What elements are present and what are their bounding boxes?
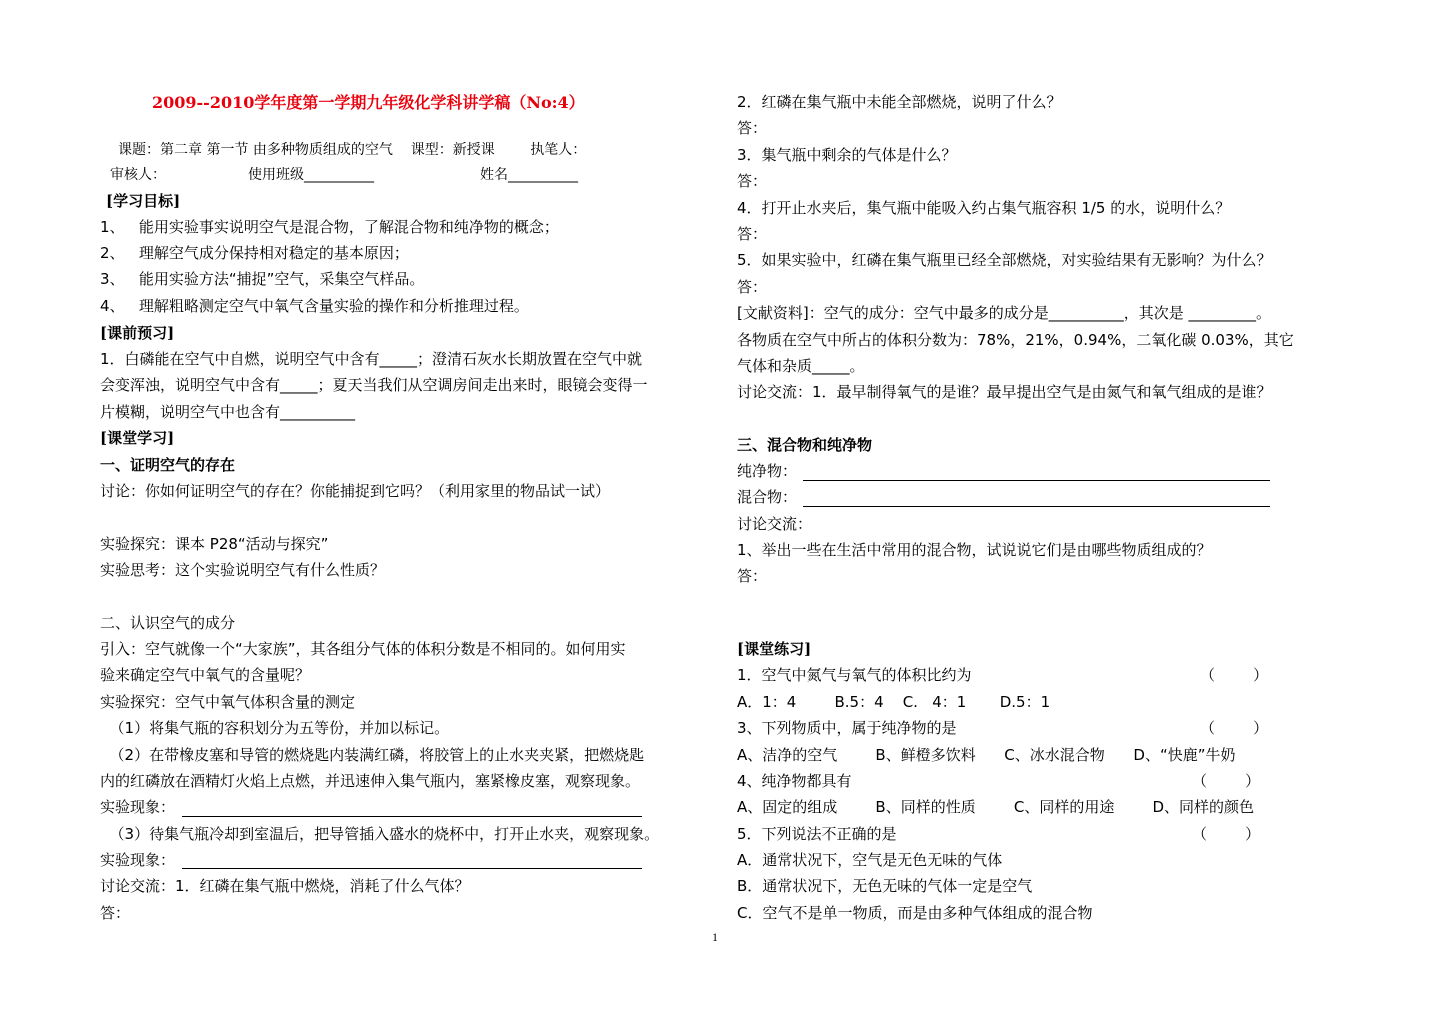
goal-4: 4、 理解粗略测定空气中氧气含量实验的操作和分析推理过程。	[100, 297, 529, 315]
practice-4-bracket: （ ）	[1192, 772, 1261, 790]
preview-line-1: 1．白磷能在空气中自燃，说明空气中含有_____；澄清石灰水长期放置在空气中就	[100, 350, 643, 368]
section-3-discuss: 讨论交流：	[737, 515, 813, 533]
phenomenon-1-blank	[182, 816, 642, 817]
step-2a: （2）在带橡皮塞和导管的燃烧匙内装满红磷，将胶管上的止水夹夹紧，把燃烧匙	[100, 746, 645, 764]
answer-5: 答：	[737, 278, 768, 296]
question-5: 5．如果实验中，红磷在集气瓶里已经全部燃烧，对实验结果有无影响？为什么？	[737, 251, 1272, 269]
practice-1: 1．空气中氮气与氧气的体积比约为	[737, 666, 972, 684]
preview-heading: [课前预习]	[100, 324, 175, 342]
goal-3: 3、 能用实验方法“捕捉”空气，采集空气样品。	[100, 270, 425, 288]
section-3-heading: 三、混合物和纯净物	[737, 436, 873, 454]
discuss-1: 讨论交流：1．红磷在集气瓶中燃烧，消耗了什么气体？	[100, 877, 470, 895]
practice-5-option-c: C．空气不是单一物质，而是由多种气体组成的混合物	[737, 904, 1093, 922]
pure-substance-blank	[803, 480, 1270, 481]
literature-3: 气体和杂质_____。	[737, 357, 865, 375]
phenomenon-1-label: 实验现象：	[100, 798, 176, 816]
practice-5-option-b: B．通常状况下，无色无味的气体一定是空气	[737, 877, 1033, 895]
practice-1-options: A．1：4 B.5：4 C. 4：1 D.5：1	[737, 693, 1051, 711]
mixture-label: 混合物：	[737, 488, 798, 506]
goal-1: 1、 能用实验事实说明空气是混合物，了解混合物和纯净物的概念；	[100, 218, 559, 236]
meta-name: 姓名__________	[480, 167, 578, 183]
question-3: 3．集气瓶中剩余的气体是什么？	[737, 146, 957, 164]
section-1-discuss: 讨论：你如何证明空气的存在？你能捕捉到它吗？（利用家里的物品试一试）	[100, 482, 611, 500]
step-3: （3）待集气瓶冷却到室温后，把导管插入盛水的烧杯中，打开止水夹，观察现象。	[100, 825, 660, 843]
section-2-experiment: 实验探究：空气中氧气体积含量的测定	[100, 693, 356, 711]
step-2b: 内的红磷放在酒精灯火焰上点燃，并迅速伸入集气瓶内，塞紧橡皮塞，观察现象。	[100, 772, 641, 790]
literature-2: 各物质在空气中所占的体积分数为：78%，21%，0.94%，二氧化碳 0.03%，其它	[737, 331, 1294, 349]
section-2-heading: 二、认识空气的成分	[100, 614, 236, 632]
page-title: 2009--2010学年度第一学期九年级化学科讲学稿（No:4）	[152, 93, 585, 112]
section-1-heading: 一、证明空气的存在	[100, 456, 236, 474]
section-3-question-1: 1、举出一些在生活中常用的混合物，试说说它们是由哪些物质组成的？	[737, 541, 1212, 559]
section-1-experiment: 实验探究：课本 P28“活动与探究”	[100, 535, 329, 553]
practice-4-options: A、固定的组成 B、同样的性质 C、同样的用途 D、同样的颜色	[737, 798, 1255, 816]
practice-5: 5．下列说法不正确的是	[737, 825, 897, 843]
question-2: 2．红磷在集气瓶中未能全部燃烧，说明了什么？	[737, 93, 1062, 111]
section-2-intro-1: 引入：空气就像一个“大家族”，其各组分气体的体积分数是不相同的。如何用实	[100, 640, 626, 658]
practice-3-options: A、洁净的空气 B、鲜橙多饮料 C、冰水混合物 D、“快鹿”牛奶	[737, 746, 1236, 764]
preview-line-2: 会变浑浊，说明空气中含有_____；夏天当我们从空调房间走出来时，眼镜会变得一	[100, 376, 648, 394]
literature-1: [文献资料]：空气的成分：空气中最多的成分是__________，其次是 _________。	[737, 304, 1271, 322]
section-2-intro-2: 验来确定空气中氧气的含量呢？	[100, 666, 311, 684]
practice-3: 3、下列物质中，属于纯净物的是	[737, 719, 957, 737]
meta-class: 使用班级__________	[248, 167, 374, 183]
preview-line-3: 片模糊，说明空气中也含有__________	[100, 403, 356, 421]
mixture-blank	[803, 506, 1270, 507]
answer-4: 答：	[737, 225, 768, 243]
practice-5-option-a: A．通常状况下，空气是无色无味的气体	[737, 851, 1003, 869]
pure-substance-label: 纯净物：	[737, 462, 798, 480]
answer-3: 答：	[737, 172, 768, 190]
step-1: （1）将集气瓶的容积划分为五等份，并加以标记。	[100, 719, 450, 737]
goal-2: 2、 理解空气成分保持相对稳定的基本原因；	[100, 244, 409, 262]
meta-line: 课题：第二章 第一节 由多种物质组成的空气 课型：新授课 执笔人：	[118, 142, 587, 158]
page-number: 1	[712, 930, 718, 944]
practice-heading: [课堂练习]	[737, 640, 812, 658]
literature-discuss: 讨论交流：1．最早制得氧气的是谁？最早提出空气是由氮气和氧气组成的是谁？	[737, 383, 1272, 401]
practice-3-bracket: （ ）	[1200, 719, 1269, 737]
meta-reviewer: 审核人：	[110, 167, 166, 183]
answer-1: 答：	[100, 904, 131, 922]
class-heading: [课堂学习]	[100, 429, 175, 447]
goals-heading: [学习目标]	[106, 192, 181, 210]
section-3-answer-1: 答：	[737, 567, 768, 585]
answer-2: 答：	[737, 119, 768, 137]
section-1-think: 实验思考：这个实验说明空气有什么性质？	[100, 561, 386, 579]
practice-5-bracket: （ ）	[1192, 825, 1261, 843]
phenomenon-2-blank	[182, 868, 642, 869]
phenomenon-2-label: 实验现象：	[100, 851, 176, 869]
practice-4: 4、纯净物都具有	[737, 772, 852, 790]
question-4: 4．打开止水夹后，集气瓶中能吸入约占集气瓶容积 1/5 的水，说明什么？	[737, 199, 1231, 217]
practice-1-bracket: （ ）	[1200, 666, 1269, 684]
